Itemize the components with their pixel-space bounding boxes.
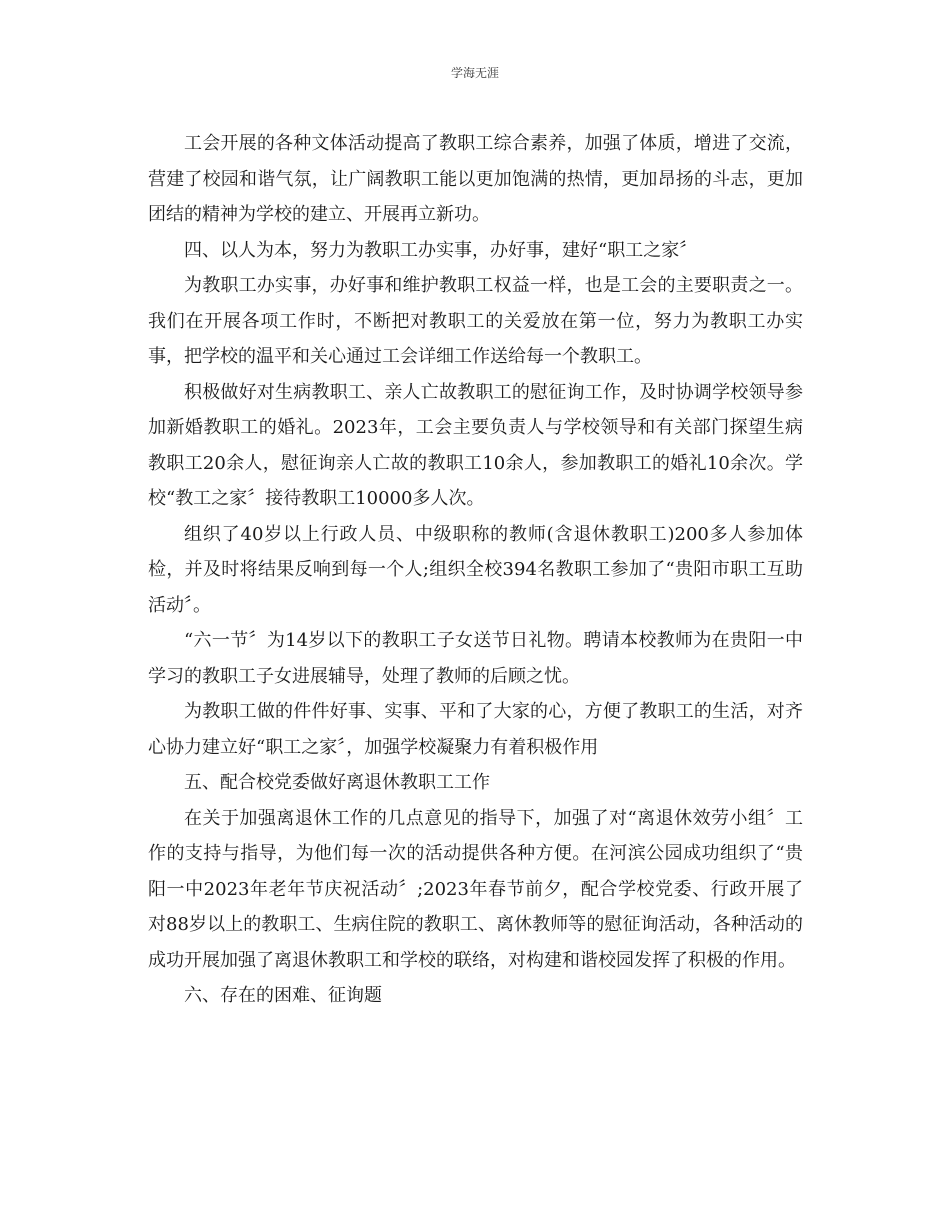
section-heading-6: 六、存在的困难、征询题 [184,985,382,1006]
paragraph-culture-activities: 工会开展的各种文体活动提高了教职工综合素养，加强了体质，增进了交流，营建了校园和谐气氛，让广阔教职工能以更加饱满的热情，更加昂扬的斗志，更加团结的精神为学校的建立、开展再立新功。 [148,133,803,225]
section-heading-5: 五、配合校党委做好离退休教职工工作 [184,772,490,793]
page-header: 学海无涯 [450,66,499,80]
paragraph-childrens-day: “六一节〞为14岁以下的教职工子女送节日礼物。聘请本校教师为在贵阳一中学习的教职工子女进展辅导，处理了教师的后顾之忧。 [148,630,803,687]
paragraph-cohesion: 为教职工做的件件好事、实事、平和了大家的心，方便了教职工的生活，对齐心协力建立好“职工之家〞，加强学校凝聚力有着积极作用 [148,701,803,758]
paragraph-condolence: 积极做好对生病教职工、亲人亡故教职工的慰征询工作，及时协调学校领导参加新婚教职工的婚礼。2023年，工会主要负责人与学校领导和有关部门探望生病教职工20余人，慰征询亲人亡故的教职工10余人，参加教职工的婚礼10余次。学校“教工之家〞接待教职工10000多人次。 [148,381,803,509]
document-body [148,126,803,1014]
paragraph-health-check: 组织了40岁以上行政人员、中级职称的教师(含退休教职工)200多人参加体检，并及时将结果反响到每一个人;组织全校394名教职工参加了“贵阳市职工互助活动〞。 [148,523,803,616]
paragraph-retirees: 在关于加强离退休工作的几点意见的指导下，加强了对“离退休效劳小组〞工作的支持与指导，为他们每一次的活动提供各种方便。在河滨公园成功组织了“贵阳一中2023年老年节庆祝活动〞;2023年春节前夕，配合学校党委、行政开展了对88岁以上的教职工、生病住院的教职工、离休教师等的慰征询活动，各种活动的成功开展加强了离退休教职工和学校的联络，对构建和谐校园发挥了积极的作用。 [148,807,803,971]
paragraph-practical-work: 为教职工办实事，办好事和维护教职工权益一样，也是工会的主要职责之一。我们在开展各项工作时，不断把对教职工的关爱放在第一位，努力为教职工办实事，把学校的温平和关心通过工会详细工作送给每一个教职工。 [148,275,803,367]
section-heading-4: 四、以人为本，努力为教职工办实事，办好事，建好“职工之家〞 [184,239,698,261]
